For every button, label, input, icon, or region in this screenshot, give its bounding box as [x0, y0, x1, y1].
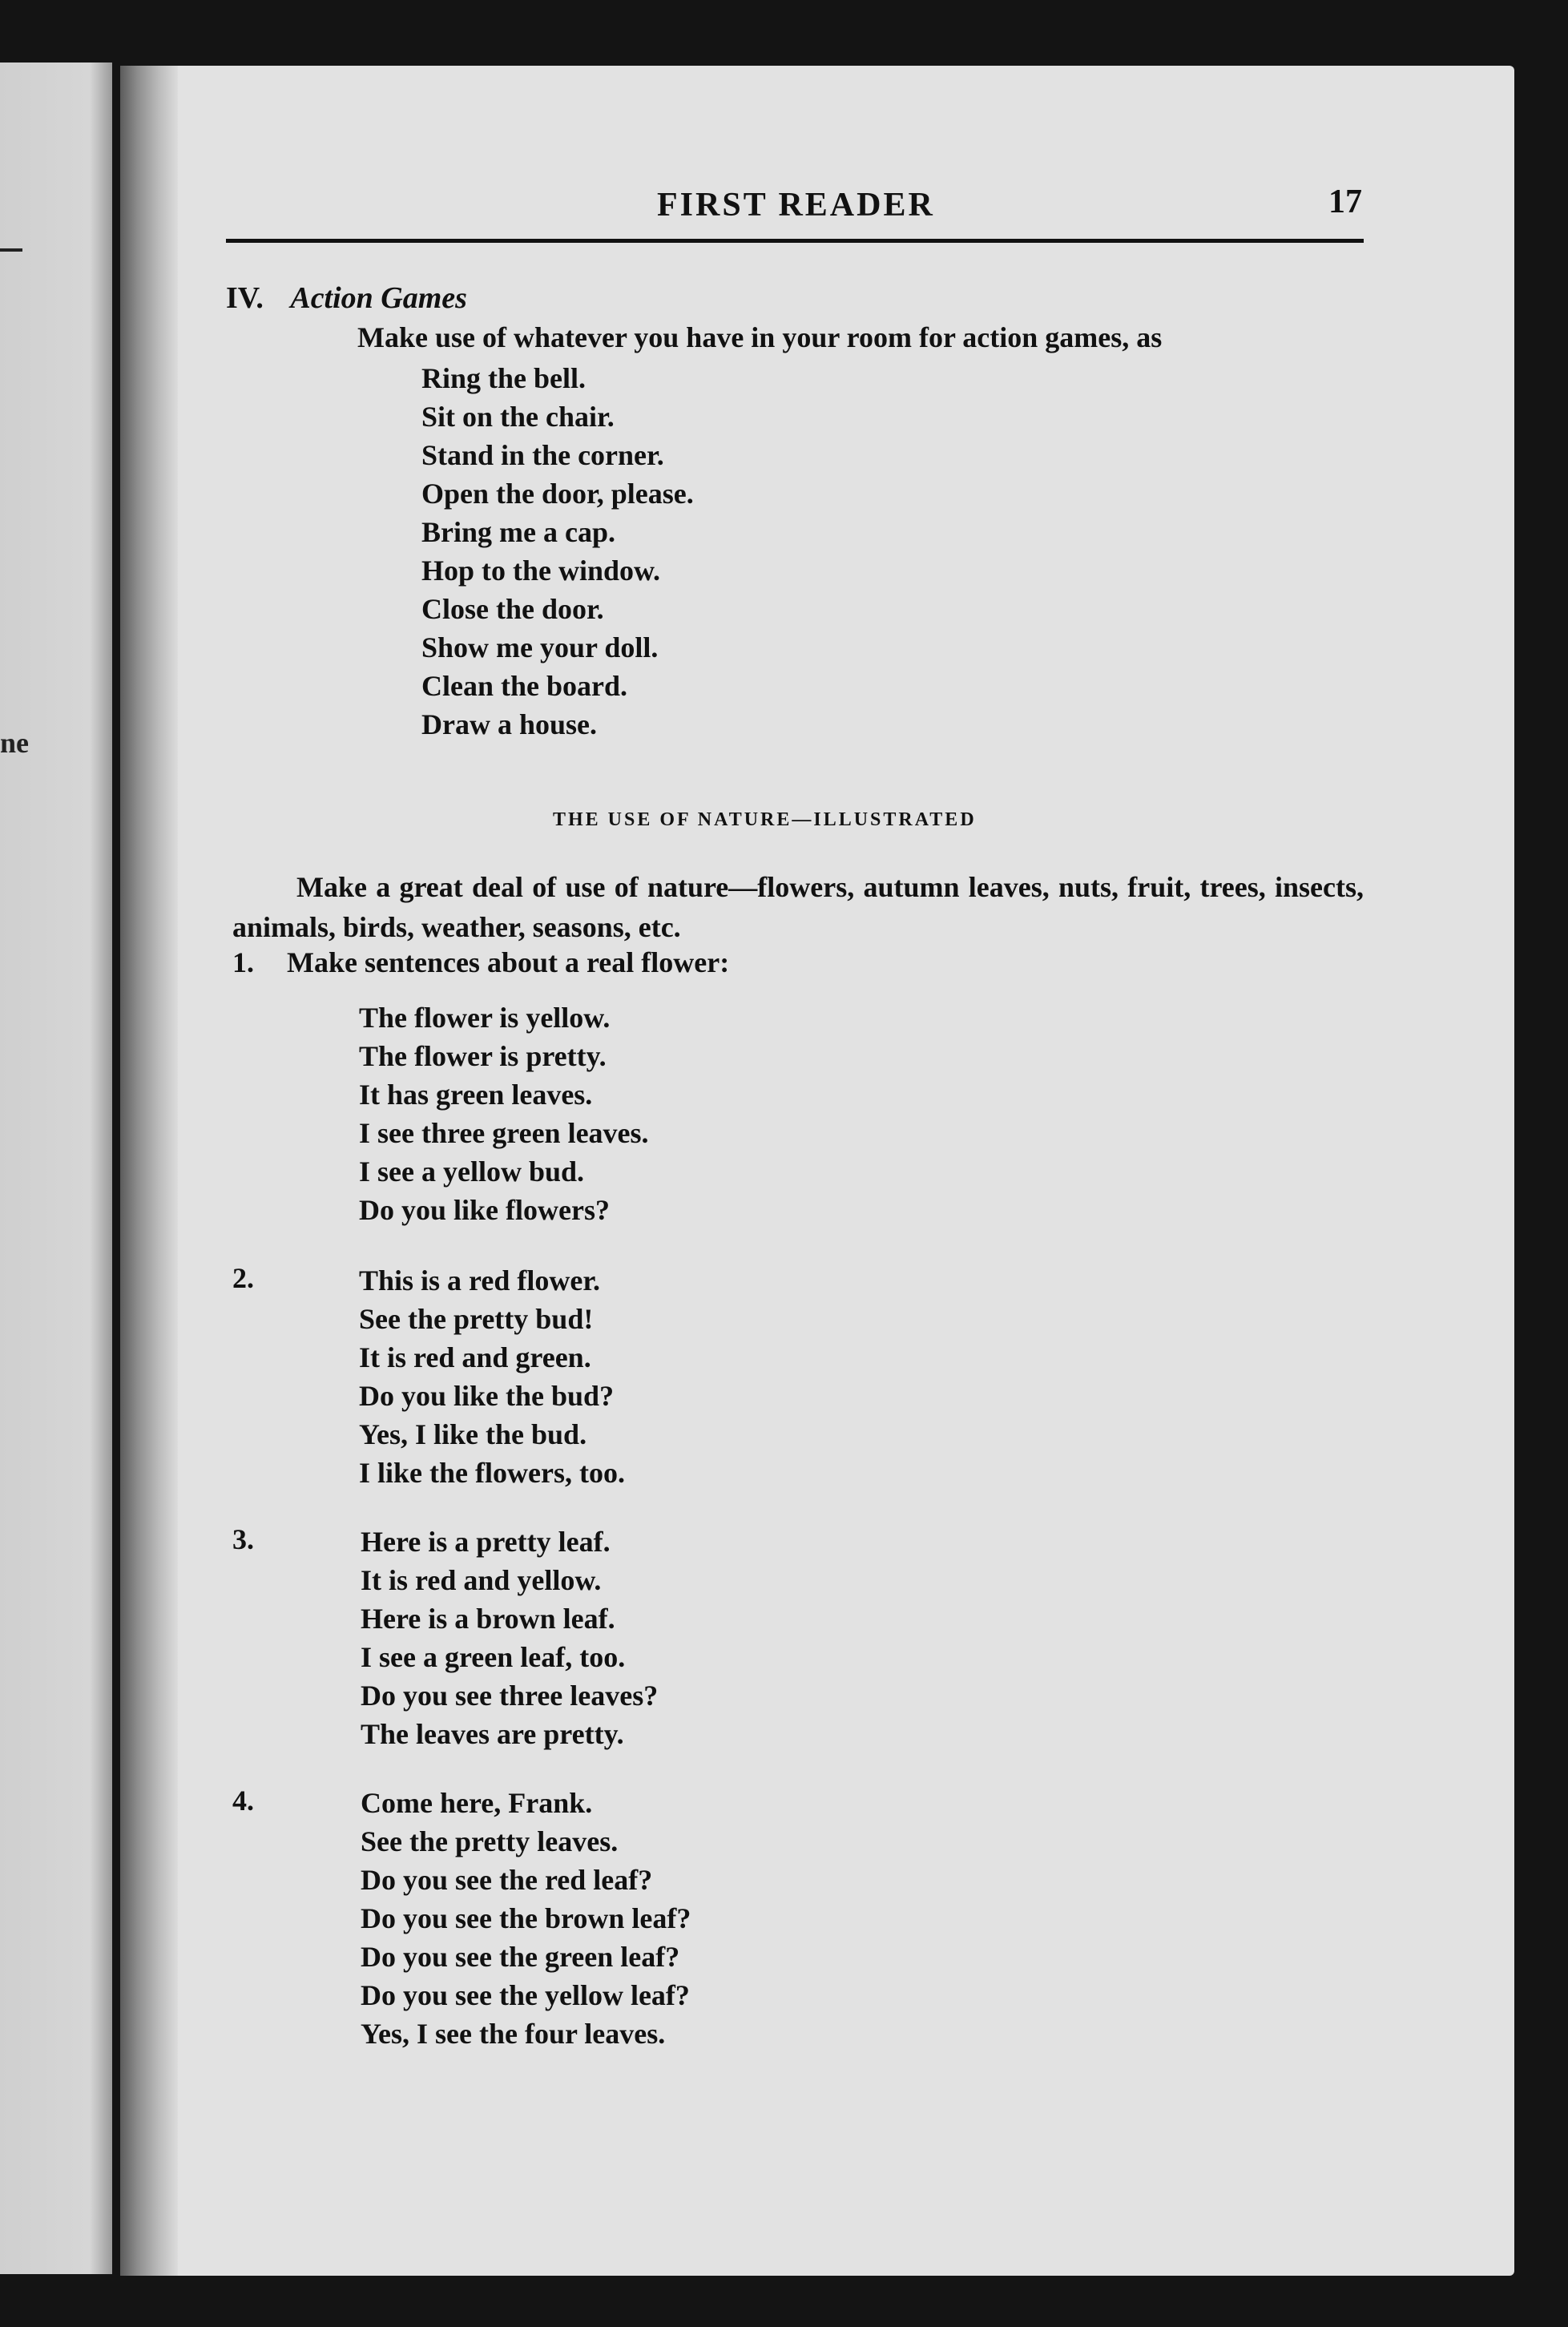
section-title: Action Games — [290, 281, 467, 315]
list-item: Here is a brown leaf. — [361, 1603, 615, 1635]
list-item: Yes, I see the four leaves. — [361, 2018, 666, 2050]
exercise-3-lines — [361, 1522, 658, 1753]
list-item: Ring the bell. — [421, 362, 586, 394]
exercise-number: 3. — [232, 1523, 254, 1555]
list-item: Sit on the chair. — [421, 401, 615, 433]
header-rule — [226, 239, 1364, 243]
section-heading — [226, 280, 467, 316]
list-item: Do you see the red leaf? — [361, 1864, 653, 1896]
list-item: This is a red flower. — [359, 1264, 601, 1297]
list-item: Yes, I like the bud. — [359, 1418, 587, 1450]
list-item: I see a yellow bud. — [359, 1155, 585, 1188]
list-item: Hop to the window. — [421, 555, 661, 587]
list-item: It is red and green. — [359, 1341, 591, 1373]
running-header-title: FIRST READER — [657, 187, 935, 224]
list-item: See the pretty leaves. — [361, 1825, 619, 1857]
list-item: See the pretty bud! — [359, 1303, 594, 1335]
list-item: Do you like the bud? — [359, 1380, 615, 1412]
list-item: The flower is yellow. — [359, 1002, 611, 1034]
list-item: Stand in the corner. — [421, 439, 664, 471]
exercise-number: 4. — [232, 1785, 254, 1817]
list-item: It has green leaves. — [359, 1079, 593, 1111]
list-item: The flower is pretty. — [359, 1040, 607, 1072]
list-item: I see three green leaves. — [359, 1117, 649, 1149]
list-item: Close the door. — [421, 593, 604, 625]
exercise-2-lines — [359, 1261, 625, 1492]
list-item: Do you see the yellow leaf? — [361, 1979, 690, 2011]
list-item: Bring me a cap. — [421, 516, 615, 548]
list-item: Here is a pretty leaf. — [361, 1526, 611, 1558]
exercise-1-lines — [359, 998, 649, 1229]
section-intro: Make use of whatever you have in your room for action games, as — [357, 321, 1163, 353]
list-item: Draw a house. — [421, 708, 598, 740]
list-item: Do you see the green leaf? — [361, 1941, 680, 1973]
list-item: It is red and yellow. — [361, 1564, 602, 1596]
section-number: IV. — [226, 281, 264, 315]
list-item: The leaves are pretty. — [361, 1718, 624, 1750]
list-item: Do you like flowers? — [359, 1194, 610, 1226]
page-number: 17 — [1328, 183, 1362, 220]
list-item: Do you see three leaves? — [361, 1680, 659, 1712]
list-item: Show me your doll. — [421, 631, 659, 663]
list-item: I see a green leaf, too. — [361, 1641, 626, 1673]
list-item: Do you see the brown leaf? — [361, 1902, 691, 1934]
list-item: I like the flowers, too. — [359, 1457, 625, 1489]
action-games-list — [421, 359, 694, 744]
nature-heading: THE USE OF NATURE—ILLUSTRATED — [553, 809, 977, 830]
list-item: Open the door, please. — [421, 478, 694, 510]
previous-page-text-fragment: ne — [0, 727, 29, 759]
list-item: Clean the board. — [421, 670, 628, 702]
nature-paragraph: Make a great deal of use of nature—flowers, autumn leaves, nuts, fruit, trees, insects, animals, birds, weather, seasons, etc. — [232, 871, 1364, 943]
list-item: Come here, Frank. — [361, 1787, 593, 1819]
exercise-number: 1. — [232, 946, 254, 978]
exercise-intro: Make sentences about a real flower: — [287, 946, 730, 978]
exercise-4-lines — [361, 1784, 691, 2053]
exercise-number: 2. — [232, 1262, 254, 1294]
